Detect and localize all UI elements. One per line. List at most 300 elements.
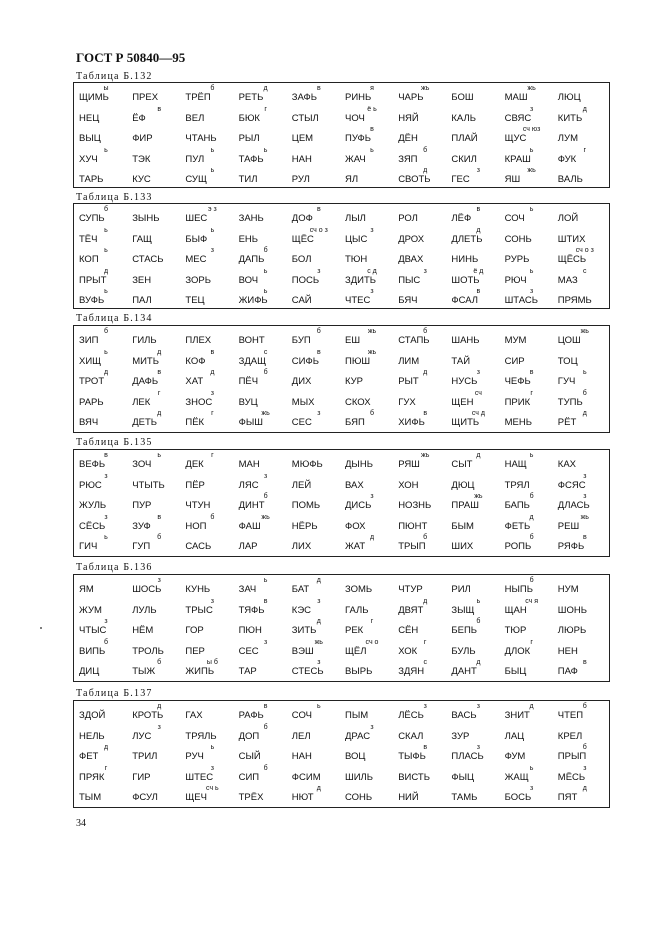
nonsense-word: КЭС — [291, 604, 312, 616]
word-cell — [345, 369, 399, 388]
nonsense-word: ВИСТЬ — [398, 771, 430, 783]
word-cell — [292, 369, 346, 388]
nonsense-word: БЮК — [238, 112, 260, 124]
word-cell — [558, 288, 612, 307]
pronunciation-mark: б — [582, 389, 587, 397]
pronunciation-mark: д — [582, 410, 587, 418]
word-cell — [345, 227, 399, 246]
word-cell — [345, 268, 399, 287]
word-cell — [451, 765, 505, 784]
word-cell — [398, 618, 452, 637]
pronunciation-mark: в — [316, 85, 321, 92]
word-cell — [398, 639, 452, 658]
nonsense-word: КРОТЬ — [132, 710, 164, 721]
word-cell — [79, 328, 133, 347]
pronunciation-mark: б — [210, 513, 215, 521]
nonsense-word: РАРЬ — [79, 396, 104, 408]
word-cell — [398, 514, 452, 533]
word-cell — [185, 765, 239, 784]
pronunciation-mark: г — [423, 638, 427, 646]
nonsense-word: ПЮШ — [345, 355, 371, 367]
nonsense-word: ТРЯЛЬ — [185, 730, 217, 742]
word-cell — [239, 147, 293, 166]
word-cell — [79, 703, 133, 722]
nonsense-word: ПУР — [132, 500, 152, 512]
word-cell — [558, 206, 612, 225]
pronunciation-mark: д — [529, 703, 534, 710]
nonsense-word: КРАШ — [504, 153, 531, 165]
word-cell — [132, 577, 186, 596]
word-table-b137 — [73, 700, 610, 808]
word-cell — [451, 577, 505, 596]
word-cell — [185, 534, 239, 553]
pronunciation-mark: сч о з — [309, 226, 328, 234]
nonsense-word: ФСУЛ — [132, 792, 158, 804]
nonsense-word: ЗОЧ — [132, 459, 152, 470]
word-cell — [239, 765, 293, 784]
word-cell — [451, 659, 505, 678]
word-cell — [345, 598, 399, 617]
nonsense-word: ГОР — [185, 625, 204, 637]
word-cell — [185, 247, 239, 266]
pronunciation-mark: ь — [210, 744, 215, 752]
word-cell — [292, 639, 346, 658]
nonsense-word: ЩЕЧ — [185, 792, 207, 804]
word-cell — [345, 659, 399, 678]
nonsense-word: РУЛ — [291, 174, 310, 186]
nonsense-word: ДИНТ — [238, 500, 265, 512]
word-cell — [505, 473, 559, 492]
pronunciation-mark: б — [476, 618, 481, 626]
word-cell — [239, 106, 293, 125]
nonsense-word: БЫЦ — [504, 666, 527, 678]
nonsense-word: СЁН — [398, 625, 419, 637]
pronunciation-mark: ь — [476, 597, 481, 605]
pronunciation-mark: жь — [474, 493, 483, 501]
pronunciation-mark: б — [582, 744, 587, 752]
word-cell — [558, 493, 612, 512]
pronunciation-mark: в — [157, 105, 162, 113]
pronunciation-mark: з — [370, 493, 374, 501]
nonsense-word: ПЮН — [238, 625, 262, 637]
word-cell — [239, 744, 293, 763]
pronunciation-mark: в — [529, 369, 534, 377]
word-cell — [451, 247, 505, 266]
word-cell — [292, 577, 346, 596]
nonsense-word: РЮС — [79, 479, 102, 491]
word-cell — [132, 639, 186, 658]
nonsense-word: ПУЛ — [185, 153, 205, 165]
nonsense-word: РЯФЬ — [557, 541, 585, 553]
word-cell — [132, 493, 186, 512]
pronunciation-mark: з — [476, 744, 480, 752]
pronunciation-mark: в — [263, 703, 268, 710]
word-cell — [292, 473, 346, 492]
word-cell — [558, 247, 612, 266]
word-cell — [132, 598, 186, 617]
pronunciation-mark: б — [263, 493, 268, 501]
pronunciation-mark: жь — [261, 513, 270, 521]
word-cell — [398, 577, 452, 596]
nonsense-word: ПЛЕХ — [185, 335, 212, 346]
nonsense-word: БОЛ — [291, 254, 312, 266]
document-title: ГОСТ Р 50840—95 — [76, 50, 186, 65]
nonsense-word: ТУПЬ — [557, 396, 583, 408]
word-cell — [451, 744, 505, 763]
word-table-b134 — [73, 325, 610, 433]
word-cell — [79, 369, 133, 388]
pronunciation-mark: д — [582, 785, 587, 793]
word-cell — [451, 268, 505, 287]
nonsense-word: ДРОХ — [398, 233, 425, 245]
nonsense-word: ЗИТЬ — [291, 625, 317, 637]
pronunciation-mark: д — [103, 267, 109, 275]
word-cell — [79, 126, 133, 145]
nonsense-word: СИФЬ — [291, 355, 319, 367]
nonsense-word: ШОТЬ — [451, 274, 480, 286]
word-cell — [558, 126, 612, 145]
word-cell — [505, 534, 559, 553]
pronunciation-mark: в — [157, 369, 162, 377]
nonsense-word: ДЛЕТЬ — [451, 233, 483, 245]
word-cell — [558, 369, 612, 388]
nonsense-word: ПРЫТ — [79, 274, 107, 286]
word-cell — [79, 247, 133, 266]
nonsense-word: ЯМ — [79, 584, 94, 595]
nonsense-word: ЗУР — [451, 730, 470, 742]
word-cell — [558, 390, 612, 409]
pronunciation-mark: з — [263, 472, 268, 480]
word-cell — [505, 85, 559, 104]
word-cell — [292, 390, 346, 409]
nonsense-word: ТРЯЛ — [504, 479, 530, 491]
nonsense-word: ШИХ — [451, 541, 474, 553]
word-cell — [345, 473, 399, 492]
word-cell — [185, 618, 239, 637]
nonsense-word: ПЯТ — [557, 792, 578, 804]
nonsense-word: ЗДОЙ — [79, 710, 106, 721]
nonsense-word: МЮФЬ — [291, 459, 323, 470]
nonsense-word: ЖАЩ — [504, 771, 529, 783]
pronunciation-mark: з — [317, 267, 321, 275]
nonsense-word: ЛАР — [238, 541, 258, 553]
nonsense-word: СОЧ — [504, 213, 525, 224]
word-cell — [451, 126, 505, 145]
nonsense-word: МЁСЬ — [557, 771, 586, 783]
word-cell — [132, 618, 186, 637]
nonsense-word: ХИФЬ — [398, 417, 425, 429]
pronunciation-mark: б — [103, 206, 108, 213]
word-cell — [398, 785, 452, 804]
word-cell — [79, 577, 133, 596]
nonsense-word: ТАМЬ — [451, 792, 478, 804]
word-cell — [558, 724, 612, 743]
word-cell — [185, 577, 239, 596]
word-cell — [505, 659, 559, 678]
nonsense-word: РИЛ — [451, 584, 471, 595]
word-cell — [185, 268, 239, 287]
nonsense-word: ДЕТЬ — [132, 417, 157, 429]
word-cell — [239, 227, 293, 246]
nonsense-word: РАФЬ — [238, 710, 264, 721]
pronunciation-mark: ь — [263, 288, 268, 296]
word-cell — [239, 598, 293, 617]
word-cell — [185, 724, 239, 743]
word-cell — [79, 534, 133, 553]
word-cell — [79, 390, 133, 409]
nonsense-word: ДЫНЬ — [345, 459, 373, 470]
nonsense-word: ДАПЬ — [238, 254, 265, 266]
word-cell — [558, 167, 612, 186]
nonsense-word: ЛЁСЬ — [398, 710, 424, 721]
word-cell — [132, 328, 186, 347]
word-cell — [79, 514, 133, 533]
nonsense-word: ДЕК — [185, 459, 204, 470]
pronunciation-mark: б — [103, 638, 108, 646]
nonsense-word: ЛИМ — [398, 355, 420, 367]
pronunciation-mark: г — [104, 764, 108, 772]
pronunciation-mark: б — [263, 723, 268, 731]
word-cell — [292, 659, 346, 678]
nonsense-word: ЛЫЛ — [345, 213, 366, 224]
nonsense-word: БОШ — [451, 92, 474, 103]
table-caption-b136: Таблица Б.136 — [76, 562, 153, 573]
word-cell — [79, 349, 133, 368]
nonsense-word: ЛУС — [132, 730, 152, 742]
word-cell — [451, 473, 505, 492]
pronunciation-mark: г — [370, 618, 374, 626]
word-cell — [398, 744, 452, 763]
nonsense-word: ГИЧ — [79, 541, 98, 553]
table-caption-b132: Таблица Б.132 — [76, 71, 153, 82]
nonsense-word: ВАСЬ — [451, 710, 477, 721]
word-cell — [79, 206, 133, 225]
nonsense-word: ГАХ — [185, 710, 203, 721]
word-cell — [398, 659, 452, 678]
nonsense-word: ЧТАНЬ — [185, 133, 217, 145]
word-cell — [451, 390, 505, 409]
word-cell — [79, 452, 133, 471]
word-cell — [558, 703, 612, 722]
word-cell — [345, 639, 399, 658]
nonsense-word: ГУП — [132, 541, 151, 553]
nonsense-word: ВАХ — [345, 479, 364, 491]
nonsense-word: СУЩ — [185, 174, 207, 186]
pronunciation-mark: ы — [103, 85, 109, 92]
pronunciation-mark: з — [157, 723, 161, 731]
word-cell — [505, 493, 559, 512]
word-cell — [345, 744, 399, 763]
pronunciation-mark: д — [423, 369, 428, 377]
nonsense-word: ЦЫС — [345, 233, 368, 245]
pronunciation-mark: сч — [474, 389, 482, 397]
nonsense-word: ДЛАСЬ — [557, 500, 590, 512]
pronunciation-mark: з — [104, 618, 108, 626]
word-cell — [132, 106, 186, 125]
pronunciation-mark: д — [316, 618, 321, 626]
nonsense-word: ПРИК — [504, 396, 531, 408]
pronunciation-mark: ь — [263, 577, 268, 584]
pronunciation-mark: жь — [314, 638, 323, 646]
word-cell — [292, 328, 346, 347]
nonsense-word: ЧТЫС — [79, 625, 107, 637]
pronunciation-mark: д — [423, 167, 428, 175]
word-cell — [292, 744, 346, 763]
word-cell — [398, 268, 452, 287]
word-cell — [398, 349, 452, 368]
nonsense-word: ЛОЙ — [557, 213, 579, 224]
nonsense-word: ЩИМЬ — [79, 92, 109, 103]
word-cell — [451, 514, 505, 533]
word-cell — [505, 288, 559, 307]
nonsense-word: ПЮНТ — [398, 520, 428, 532]
word-cell — [345, 410, 399, 429]
nonsense-word: ФИР — [132, 133, 153, 145]
nonsense-word: ЕНЬ — [238, 233, 259, 245]
nonsense-word: ПЁК — [185, 417, 205, 429]
nonsense-word: СИП — [238, 771, 260, 783]
nonsense-word: МЕС — [185, 254, 207, 266]
word-cell — [185, 206, 239, 225]
word-cell — [239, 247, 293, 266]
word-cell — [239, 493, 293, 512]
nonsense-word: ФОХ — [345, 520, 366, 532]
nonsense-word: ФЫШ — [238, 417, 263, 429]
pronunciation-mark: в — [316, 206, 321, 213]
word-cell — [185, 744, 239, 763]
nonsense-word: ШОНЬ — [557, 604, 587, 616]
nonsense-word: ТЯФЬ — [238, 604, 265, 616]
nonsense-word: НАЩ — [504, 459, 527, 470]
pronunciation-mark: ь — [210, 146, 215, 154]
word-cell — [558, 268, 612, 287]
pronunciation-mark: ь — [104, 146, 108, 154]
nonsense-word: СТАСЬ — [132, 254, 164, 266]
pronunciation-mark: з — [104, 472, 108, 480]
pronunciation-mark: в — [263, 597, 268, 605]
nonsense-word: ТЁЧ — [79, 233, 98, 245]
word-cell — [398, 493, 452, 512]
word-cell — [505, 206, 559, 225]
nonsense-word: ФАШ — [238, 520, 261, 532]
word-cell — [79, 724, 133, 743]
pronunciation-mark: ь — [529, 206, 534, 213]
pronunciation-mark: с — [263, 348, 268, 356]
nonsense-word: СОНЬ — [504, 233, 532, 245]
word-cell — [398, 227, 452, 246]
nonsense-word: НУСЬ — [451, 376, 478, 388]
word-cell — [558, 147, 612, 166]
pronunciation-mark: д — [157, 348, 162, 356]
nonsense-word: НИНЬ — [451, 254, 479, 266]
nonsense-word: ПЛАСЬ — [451, 751, 484, 763]
word-cell — [79, 167, 133, 186]
word-cell — [451, 167, 505, 186]
word-cell — [451, 410, 505, 429]
word-cell — [558, 514, 612, 533]
pronunciation-mark: б — [263, 369, 268, 377]
pronunciation-mark: в — [423, 744, 428, 752]
nonsense-word: ШТИХ — [557, 233, 586, 245]
pronunciation-mark: б — [369, 410, 374, 418]
nonsense-word: ЛЁФ — [451, 213, 472, 224]
word-cell — [292, 703, 346, 722]
nonsense-word: НАН — [291, 153, 312, 165]
pronunciation-mark: в — [157, 513, 162, 521]
nonsense-word: ВЫРЬ — [345, 666, 373, 678]
pronunciation-mark: жь — [580, 328, 589, 335]
nonsense-word: НАН — [291, 751, 312, 763]
nonsense-word: ШТАСЬ — [504, 295, 539, 307]
pronunciation-mark: д — [423, 597, 428, 605]
nonsense-word: ТРИЛ — [132, 751, 158, 763]
pronunciation-mark: ь — [316, 703, 321, 710]
nonsense-word: ЧТУР — [398, 584, 423, 595]
pronunciation-mark: сч о з — [575, 247, 594, 255]
nonsense-word: ДРАС — [345, 730, 371, 742]
word-cell — [132, 147, 186, 166]
nonsense-word: ЖИФЬ — [238, 295, 268, 307]
word-cell — [185, 390, 239, 409]
nonsense-word: НЫПЬ — [504, 584, 533, 595]
pronunciation-mark: г — [530, 638, 533, 646]
nonsense-word: ФУК — [557, 153, 577, 165]
pronunciation-mark: в — [582, 659, 587, 667]
word-cell — [79, 785, 133, 804]
nonsense-word: НЕЦ — [79, 112, 100, 124]
word-cell — [292, 618, 346, 637]
word-cell — [185, 167, 239, 186]
nonsense-word: СЫЙ — [238, 751, 261, 763]
word-cell — [345, 288, 399, 307]
pronunciation-mark: д — [476, 226, 481, 234]
nonsense-word: ДОФ — [291, 213, 313, 224]
nonsense-word: ЗЯП — [398, 153, 418, 165]
pronunciation-mark: д — [476, 452, 481, 459]
word-cell — [132, 785, 186, 804]
nonsense-word: ВЫЦ — [79, 133, 101, 145]
nonsense-word: БЫФ — [185, 233, 208, 245]
nonsense-word: СЁСЬ — [79, 520, 106, 532]
word-cell — [505, 328, 559, 347]
nonsense-word: МАЗ — [557, 274, 578, 286]
pronunciation-mark: г — [211, 452, 214, 459]
pronunciation-mark: с — [423, 659, 427, 667]
nonsense-word: СЫТ — [451, 459, 473, 470]
word-cell — [451, 369, 505, 388]
pronunciation-mark: д — [316, 577, 321, 584]
word-cell — [185, 106, 239, 125]
pronunciation-mark: б — [157, 534, 162, 542]
word-cell — [79, 288, 133, 307]
nonsense-word: РЁТ — [557, 417, 577, 429]
nonsense-word: КОФ — [185, 355, 206, 367]
nonsense-word: РИНЬ — [345, 92, 372, 103]
pronunciation-mark: сч д — [471, 410, 485, 418]
word-cell — [505, 639, 559, 658]
nonsense-word: ЩИТЬ — [451, 417, 480, 429]
pronunciation-mark: ь — [529, 764, 534, 772]
pronunciation-mark: с — [583, 267, 587, 275]
nonsense-word: СВЯС — [504, 112, 532, 124]
word-cell — [345, 85, 399, 104]
nonsense-word: ЛИХ — [291, 541, 312, 553]
word-cell — [345, 765, 399, 784]
pronunciation-mark: д — [529, 513, 534, 521]
word-cell — [185, 85, 239, 104]
nonsense-word: ЗИП — [79, 335, 99, 346]
word-cell — [451, 106, 505, 125]
